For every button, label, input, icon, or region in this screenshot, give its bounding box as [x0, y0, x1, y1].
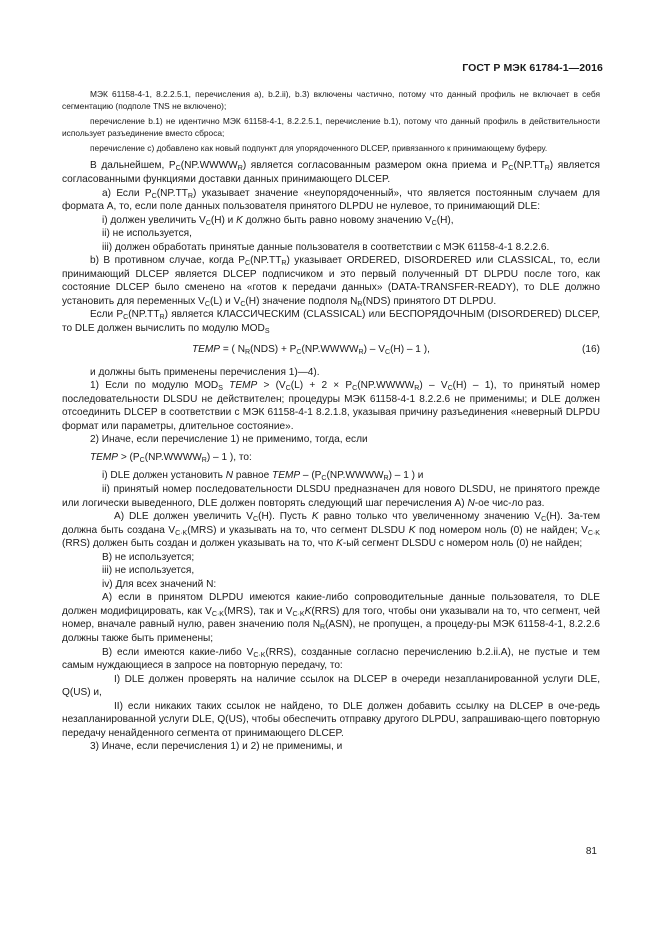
list-item-2-ii: ii) принятый номер последовательности DLSDU предназначен для нового DLSDU, не принятого прежде или логически выведенного, DLE должен повторять следующий шаг перечисления A) N-ое чис-ло раз. — [62, 483, 600, 509]
formula-number: (16) — [582, 343, 600, 355]
list-item-2-iv-A: A) если в принятом DLPDU имеются какие-либо сопроводительные данные пользователя, то DLE должен модифицировать, как $V_{C\cdot K}(MRS)$, так и $V_{C\cdot K}K(RRS)$ для того, чтобы они указывали на то, что сегмент, чей номер, вначале равный нулю, равен значению поля $N_R(ASN)$, не пропущен, а процеду-ры МЭК 61158-4-1, 8.2.2.6 должны также быть применены; — [62, 592, 601, 644]
document-header: ГОСТ Р МЭК 61784-1—2016 — [462, 62, 603, 74]
list-item-a-ii: ii) не используется, — [102, 228, 192, 240]
paragraph: В дальнейшем, $P_C(NP.WWWW_R)$ является согласованным размером окна приема и $P_C(NP.TT_R)$ является согласованными функциями доставки данных принимающего DLCEP. — [62, 160, 600, 186]
list-item-3: 3) Иначе, если перечисления 1) и 2) не применимы, и — [90, 741, 343, 753]
list-item-2: 2) Иначе, если перечисление 1) не применимо, тогда, если — [90, 434, 368, 446]
paragraph: Если $P_C(NP.TT_R)$ является КЛАССИЧЕСКИМ (CLASSICAL) или БЕСПОРЯДОЧНЫМ (DISORDERED) DLCEP, то DLE должен вычислить по модулю $MOD_S$ — [62, 309, 601, 336]
paragraph: и должны быть применены перечисления 1)—4). — [90, 366, 320, 378]
list-item-b: b) В противном случае, когда $P_C(NP.TT_R)$ указывает ORDERED, DISORDERED или CLASSICAL, то, если принимающий DLCEP является DLCEP подписчиком и это первый полученный DT DLPDU после того, как состояние DLCEP было сменено на «готов к передачи данных» (DATA-TRANSFER-READY), то DLE должно установить для переменных $V_C(L)$ и $V_C(H)$ значение подполя $N_R(NDS)$ принятого DT DLPDU. — [62, 255, 600, 308]
list-item-2-iv-B: B) если имеются какие-либо $V_{C\cdot K}(RRS)$, созданные согласно перечислению b.2.ii.A), не пустые и тем самым нуждающиеся в запросе на повторную передачу, то: — [62, 646, 600, 672]
list-item-1: 1) Если по модулю $MOD_S$ TEMP > ($V_C(L) + 2$ × $P_C(NP.WWWW_R) - V_C(H) - 1$), то принятый номер последовательности DLSDU не действителен; процедуры МЭК 61158-4-1 8.2.2.6 не применимы; и DLE должен отсоединить DLCEP в соответствии с МЭК 61158-4-1 8.2.1.8, указывая причину разъединения «неверный DLPDU формат или параметры, длительное состояние». — [62, 380, 600, 432]
condition-expression: TEMP > ($P_C(NP.WWWW_R) - 1$ ), то: — [90, 451, 252, 464]
list-item-2-ii-A: A) DLE должен увеличить $V_C(H)$. Пусть K равно только что увеличенному значению $V_C(H)$. За-тем должна быть создана $V_{C\cdot K}(MRS)$ и указывать на то, что сегмент DLSDU K под номером ноль (0) не найден; $V_{C\cdot K}$ (RRS) должен быть создан и должен указывать на то, что K-ый сегмент DLSDU с номером ноль (0) не найден; — [62, 511, 601, 550]
formula-expression: TEMP = ( $N_R(NDS)$ + $P_C(NP.WWWW_R) - V_C(H) - 1$ ), — [192, 343, 430, 356]
document-body — [62, 88, 600, 754]
list-item-a-i: i) должен увеличить $V_C(H)$ и K должно быть равно новому значению $V_C(H)$, — [102, 214, 454, 227]
page-number: 81 — [585, 846, 597, 857]
list-item-2-iii: iii) не используется, — [102, 565, 195, 577]
list-item-2-iv-B-I: I) DLE должен проверять на наличие ссылок на DLCEP в очереди незапланированной услуги DLE, Q(US) и, — [62, 673, 600, 699]
list-item-2-iv: iv) Для всех значений N: — [102, 578, 217, 590]
list-item-a-iii: iii) должен обработать принятые данные пользователя в соответствии с МЭК 61158-4-1 8.2.2.6. — [102, 241, 550, 253]
note-1: МЭК 61158-4-1, 8.2.2.5.1, перечисления а), b.2.ii), b.3) включены частично, потому что данный профиль не включает в себя сегментацию (подполе TNS не включено); — [62, 89, 600, 112]
list-item-2-i: i) DLE должен установить N равное TEMP – ($P_C(NP.WWWW_R) - 1$ ) и — [102, 470, 424, 483]
formula-16 — [62, 336, 600, 366]
note-2: перечисление b.1) не идентично МЭК 61158-4-1, 8.2.2.5.1, перечисление b.1), потому что данный профиль в действительности использует разъединение вместо сброса; — [62, 116, 600, 139]
list-item-2-iv-B-II: II) если никаких таких ссылок не найдено, то DLE должен добавить ссылку на DLCEP в оче-редь незапланированной услуги DLE, Q(US), чтобы обеспечить отправку другого DLPDU, запрашиваю-щего повторную передачу ненайденного сегмента от принимающего DLCEP. — [62, 700, 600, 739]
note-3: перечисление с) добавлено как новый подпункт для упорядоченного DLCEP, привязанного к принимающему буферу. — [90, 143, 548, 154]
list-item-2-ii-B: B) не используется; — [102, 551, 195, 563]
list-item-a: а) Если $P_C(NP.TT_R)$ указывает значение «неупорядоченный», что является постоянным случаем для формата A, то, если поле данных пользователя принятого DLPDU не нулевое, то принимающий DLE: — [62, 187, 600, 213]
